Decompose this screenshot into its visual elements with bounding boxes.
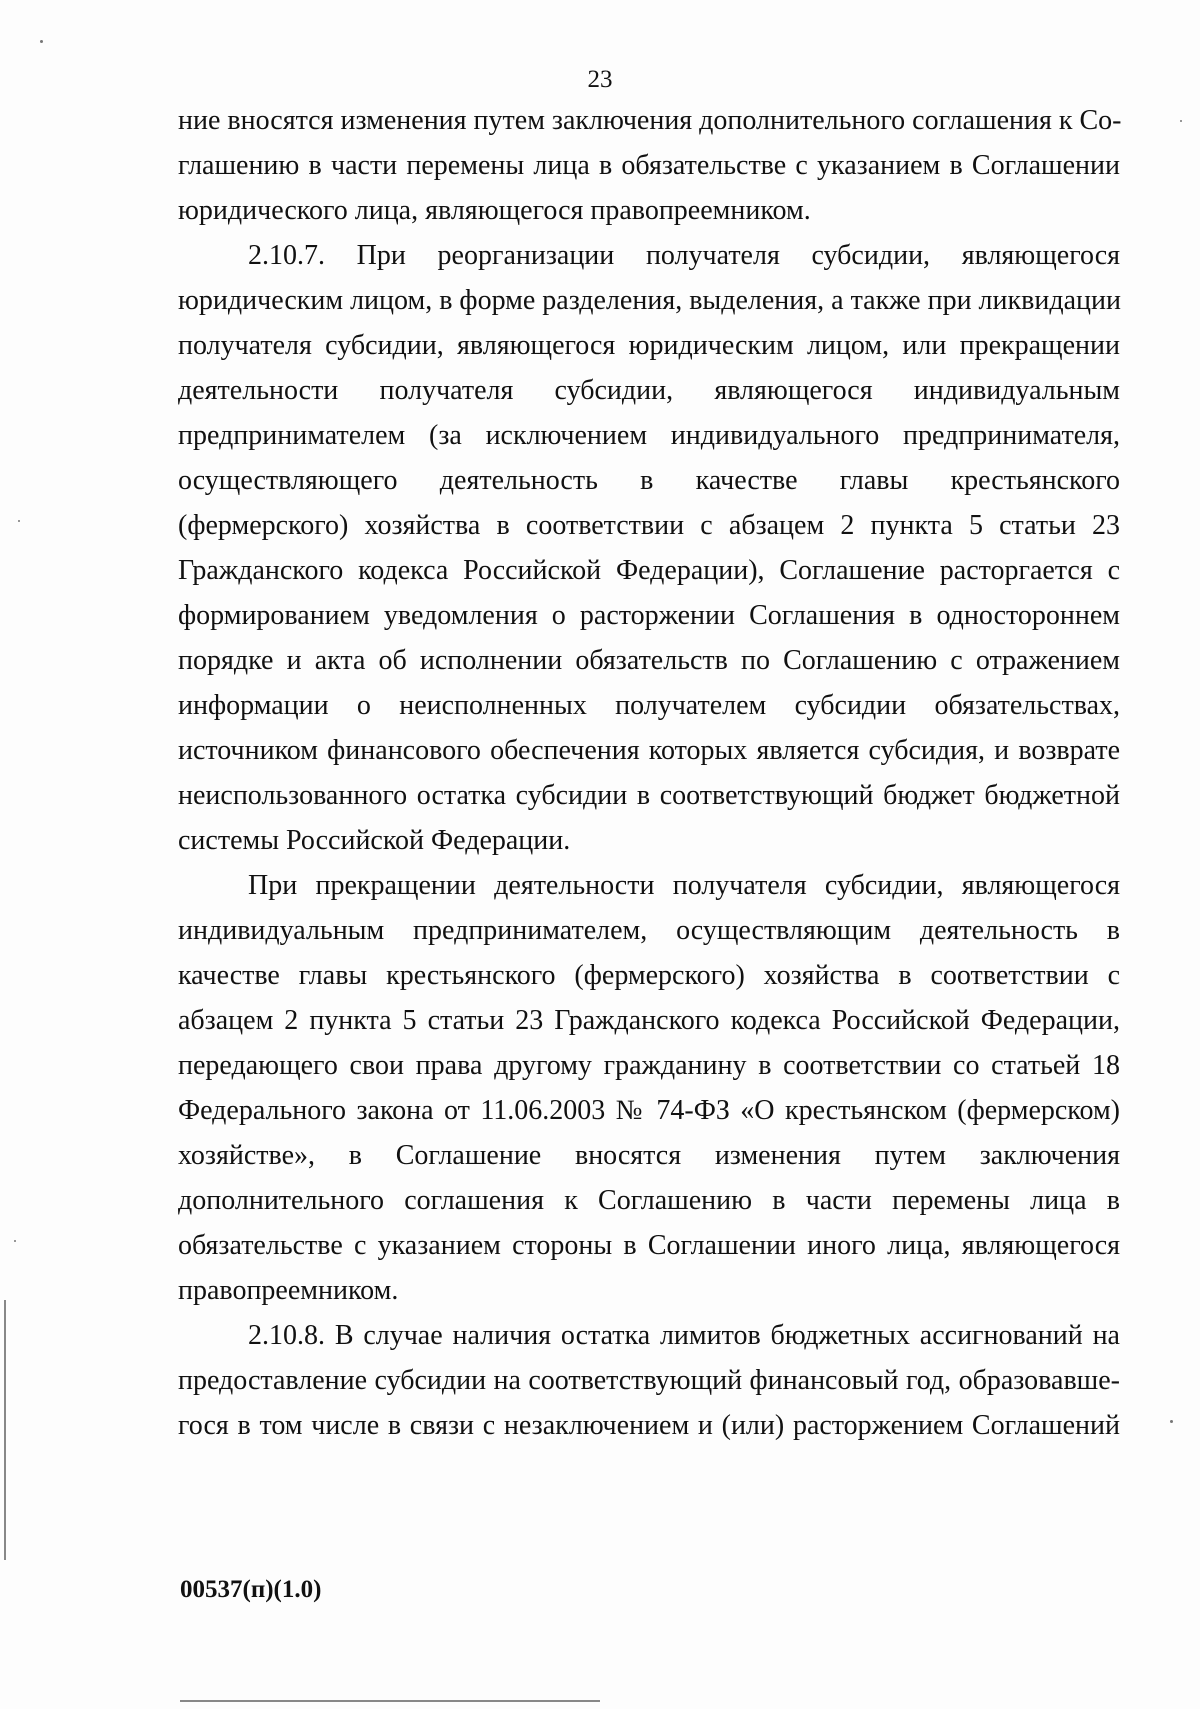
text-line: юридическим лицом, в форме разделения, выделения, а также при ликвидации [178, 285, 1121, 316]
text-line: глашению в части перемены лица в обязательстве с указанием в Соглашении [178, 150, 1120, 181]
page-number: 23 [587, 66, 613, 93]
text-line: (фермерского) хозяйства в соответствии с абзацем 2 пункта 5 статьи 23 [178, 510, 1120, 541]
scan-edge-mark [180, 1700, 600, 1702]
scan-speck [40, 40, 43, 43]
text-line: источником финансового обеспечения которых является субсидия, и возврате [178, 735, 1120, 766]
text-line: порядке и акта об исполнении обязательств по Соглашению с отражением [178, 645, 1120, 676]
text-line: гося в том числе в связи с незаключением и (или) расторжением Соглашений [178, 1410, 1120, 1441]
scan-speck [1170, 1420, 1173, 1423]
scan-speck [18, 520, 20, 522]
scan-edge-mark [4, 1300, 6, 1560]
text-line: передающего свои права другому гражданину в соответствии со статьей 18 [178, 1050, 1120, 1081]
text-line: ние вносятся изменения путем заключения дополнительного соглашения к Со- [178, 105, 1122, 136]
text-line: неиспользованного остатка субсидии в соответствующий бюджет бюджетной [178, 780, 1120, 811]
text-line: деятельности получателя субсидии, являющегося индивидуальным [178, 375, 1120, 406]
text-line: осуществляющего деятельность в качестве главы крестьянского [178, 465, 1120, 496]
document-code: 00537(п)(1.0) [180, 1576, 322, 1603]
text-line: Гражданского кодекса Российской Федерации), Соглашение расторгается с [178, 555, 1120, 586]
text-line: предоставление субсидии на соответствующий финансовый год, образовавше- [178, 1365, 1120, 1396]
text-line: 2.10.7. При реорганизации получателя субсидии, являющегося [248, 240, 1120, 271]
text-line: получателя субсидии, являющегося юридическим лицом, или прекращении [178, 330, 1120, 361]
text-line: формированием уведомления о расторжении Соглашения в одностороннем [178, 600, 1120, 631]
text-line: информации о неисполненных получателем субсидии обязательствах, [178, 690, 1120, 721]
text-line: Федерального закона от 11.06.2003 № 74-ФЗ «О крестьянском (фермерском) [178, 1095, 1120, 1126]
text-line: качестве главы крестьянского (фермерского) хозяйства в соответствии с [178, 960, 1120, 991]
text-line: При прекращении деятельности получателя субсидии, являющегося [248, 870, 1120, 901]
text-line: хозяйстве», в Соглашение вносятся изменения путем заключения [178, 1140, 1120, 1171]
text-line: системы Российской Федерации. [178, 825, 571, 856]
text-line: юридического лица, являющегося правопреемником. [178, 195, 811, 226]
text-line: абзацем 2 пункта 5 статьи 23 Гражданского кодекса Российской Федерации, [178, 1005, 1120, 1036]
text-line: дополнительного соглашения к Соглашению в части перемены лица в [178, 1185, 1120, 1216]
scan-speck [14, 1240, 16, 1242]
text-line: предпринимателем (за исключением индивидуального предпринимателя, [178, 420, 1120, 451]
text-line: индивидуальным предпринимателем, осуществляющим деятельность в [178, 915, 1120, 946]
text-line: обязательстве с указанием стороны в Соглашении иного лица, являющегося [178, 1230, 1120, 1261]
text-line: 2.10.8. В случае наличия остатка лимитов бюджетных ассигнований на [248, 1320, 1120, 1351]
scan-speck [1180, 120, 1182, 122]
text-line: правопреемником. [178, 1275, 399, 1306]
